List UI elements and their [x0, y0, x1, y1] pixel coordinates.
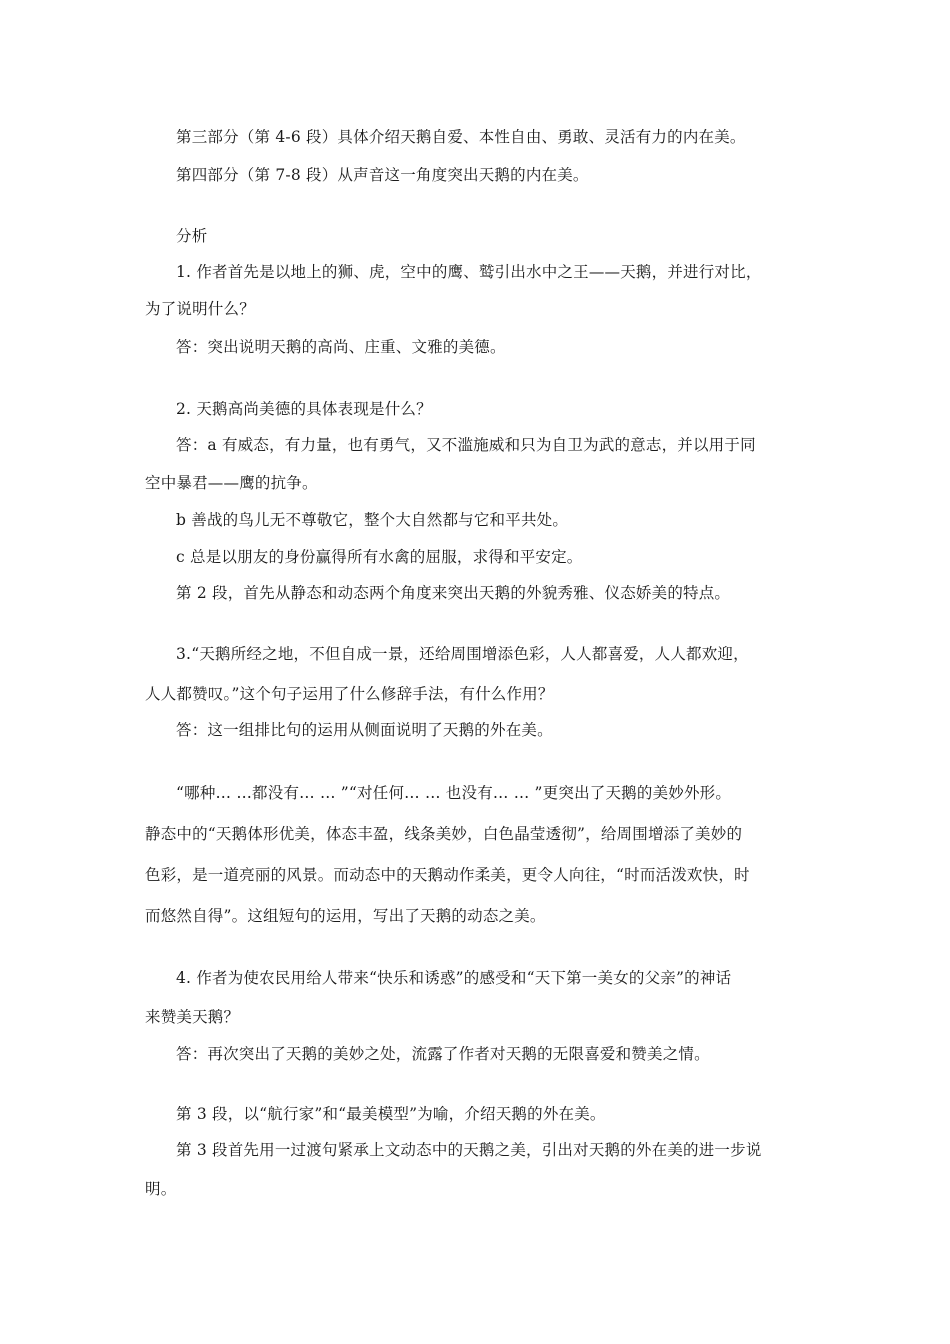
- question-1-line-1: 1. 作者首先是以地上的狮、虎，空中的鹰、鹫引出水中之王——天鹅，并进行对比，: [176, 263, 762, 281]
- paragraph-3-detail-line-1: 第 3 段首先用一过渡句紧承上文动态中的天鹅之美，引出对天鹅的外在美的进一步说: [176, 1141, 762, 1159]
- question-2: 2. 天鹅高尚美德的具体表现是什么？: [176, 400, 432, 418]
- part-four-summary: 第四部分（第 7-8 段）从声音这一角度突出天鹅的内在美。: [176, 166, 589, 184]
- part-three-summary: 第三部分（第 4-6 段）具体介绍天鹅自爱、本性自由、勇敢、灵活有力的内在美。: [176, 128, 746, 146]
- answer-2-point-c: c 总是以朋友的身份赢得所有水禽的屈服，求得和平安定。: [176, 548, 583, 566]
- explanation-line-4: 而悠然自得”。这组短句的运用，写出了天鹅的动态之美。: [145, 907, 546, 925]
- question-4-line-1: 4. 作者为使农民用给人带来“快乐和诱惑”的感受和“天下第一美女的父亲”的神话: [176, 969, 732, 987]
- paragraph-3-note: 第 3 段，以“航行家”和“最美模型”为喻，介绍天鹅的外在美。: [176, 1105, 606, 1123]
- answer-3: 答：这一组排比句的运用从侧面说明了天鹅的外在美。: [176, 721, 553, 739]
- question-3-line-2: 人人都赞叹。”这个句子运用了什么修辞手法，有什么作用？: [145, 685, 554, 703]
- answer-2-line-2: 空中暴君——鹰的抗争。: [145, 474, 318, 492]
- explanation-line-2: 静态中的“天鹅体形优美，体态丰盈，线条美妙，白色晶莹透彻”，给周围增添了美妙的: [145, 825, 743, 843]
- answer-4: 答：再次突出了天鹅的美妙之处，流露了作者对天鹅的无限喜爱和赞美之情。: [176, 1045, 710, 1063]
- paragraph-3-detail-line-2: 明。: [145, 1180, 177, 1198]
- answer-1: 答：突出说明天鹅的高尚、庄重、文雅的美德。: [176, 338, 506, 356]
- question-3-line-1: 3.“天鹅所经之地，不但自成一景，还给周围增添色彩，人人都喜爱，人人都欢迎，: [176, 645, 749, 663]
- question-1-line-2: 为了说明什么？: [145, 300, 255, 318]
- question-4-line-2: 来赞美天鹅？: [145, 1008, 240, 1026]
- explanation-line-3: 色彩，是一道亮丽的风景。而动态中的天鹅动作柔美，更令人向往，“时而活泼欢快，时: [145, 866, 750, 884]
- paragraph-2-note: 第 2 段，首先从静态和动态两个角度来突出天鹅的外貌秀雅、仪态娇美的特点。: [176, 584, 731, 602]
- explanation-line-1: “哪种… …都没有… … ”“对任何… … 也没有… … ”更突出了天鹅的美妙外形。: [176, 784, 732, 802]
- answer-2-line-1: 答：a 有威态，有力量，也有勇气，又不滥施威和只为自卫为武的意志，并以用于同: [176, 436, 756, 454]
- answer-2-point-b: b 善战的鸟儿无不尊敬它，整个大自然都与它和平共处。: [176, 511, 569, 529]
- analysis-heading: 分析: [176, 227, 208, 245]
